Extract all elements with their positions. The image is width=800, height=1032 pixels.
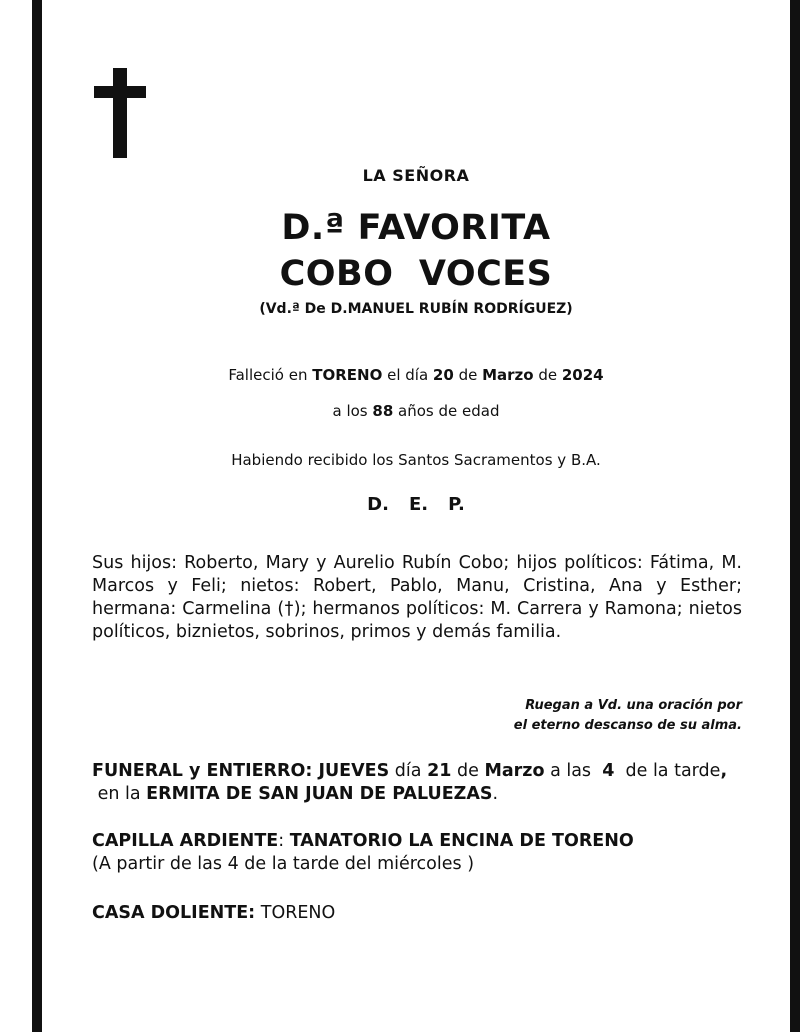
chapel-place: TANATORIO LA ENCINA DE TORENO — [289, 831, 634, 851]
death-place: TORENO — [312, 366, 383, 384]
death-prefix: Falleció en — [228, 366, 313, 384]
funeral-text: en la — [92, 784, 147, 804]
cross-icon — [94, 68, 146, 158]
right-black-border — [790, 0, 800, 1032]
dep-line — [42, 494, 790, 515]
house-place: TORENO — [255, 903, 336, 923]
chapel-label: CAPILLA ARDIENTE — [92, 831, 279, 851]
age-value: 88 — [372, 402, 394, 420]
deceased-name-line1: D.ª FAVORITA — [281, 208, 551, 248]
funeral-text: a las — [544, 761, 603, 781]
funeral-end: . — [492, 784, 499, 804]
prayer-line: el eterno descanso de su alma. — [513, 718, 742, 733]
chapel-colon: : — [278, 831, 290, 851]
house-label: CASA DOLIENTE: — [92, 903, 256, 923]
death-text-de1: de — [453, 366, 483, 384]
funeral-month: Marzo — [484, 761, 545, 781]
death-day: 20 — [432, 366, 454, 384]
dep-letter: D. — [367, 494, 389, 515]
title-la-senora: LA SEÑORA — [362, 166, 470, 185]
prayer-request — [380, 696, 742, 736]
funeral-text: de — [451, 761, 485, 781]
prayer-line: Ruegan a Vd. una oración por — [525, 698, 742, 713]
funeral-hour: 4 — [602, 761, 615, 781]
age-prefix: a los — [332, 402, 373, 420]
death-text-day: el día — [382, 366, 433, 384]
chapel-note: (A partir de las 4 de la tarde del miércoles ) — [92, 854, 475, 874]
left-black-border — [32, 0, 42, 1032]
mourning-house — [92, 902, 752, 925]
death-date-line — [42, 366, 790, 384]
funeral-day: 21 — [427, 761, 452, 781]
deceased-name-line2: COBO VOCES — [279, 254, 553, 294]
funeral-comma: , — [720, 761, 728, 781]
dep-letter: E. — [408, 494, 429, 515]
age-suffix: años de edad — [393, 402, 500, 420]
death-year: 2024 — [561, 366, 604, 384]
funeral-label: FUNERAL y ENTIERRO: JUEVES — [92, 761, 390, 781]
family-list: Sus hijos: Roberto, Mary y Aurelio Rubín Cobo; hijos políticos: Fátima, M. Marcos y Feli; nietos: Robert, Pablo, Manu, Cristina, Ana y Esther; hermana: Carmelina (†); hermanos políticos: M. Carrera y Ramona; nietos políticos, biznietos, sobrinos, primos y demás familia. — [92, 553, 742, 642]
death-text-de2: de — [533, 366, 562, 384]
death-month: Marzo — [482, 366, 534, 384]
funeral-text: día — [389, 761, 428, 781]
age-line — [42, 402, 790, 420]
widow-of: (Vd.ª De D.MANUEL RUBÍN RODRÍGUEZ) — [259, 301, 573, 317]
sacraments-line: Habiendo recibido los Santos Sacramentos y B.A. — [231, 451, 601, 469]
chapel-info — [92, 830, 752, 876]
funeral-text: de la tarde — [614, 761, 721, 781]
funeral-info — [92, 760, 752, 806]
dep-letter: P. — [448, 494, 465, 515]
funeral-place: ERMITA DE SAN JUAN DE PALUEZAS — [146, 784, 493, 804]
